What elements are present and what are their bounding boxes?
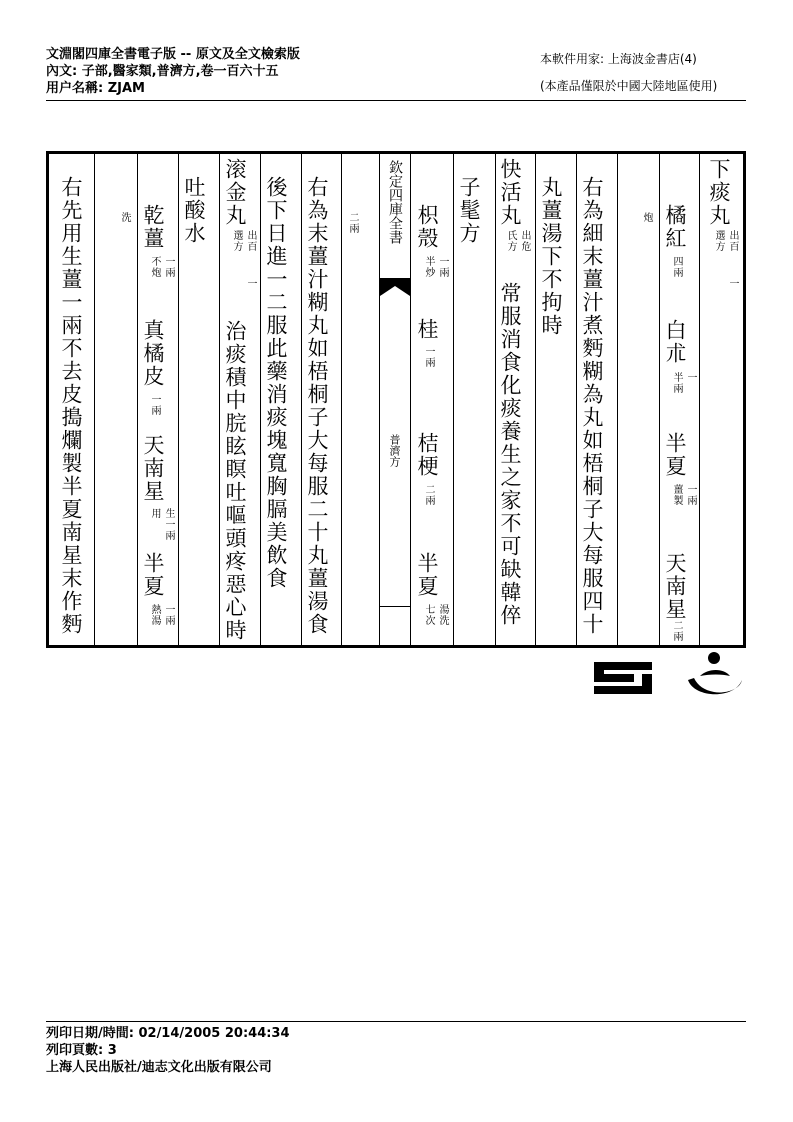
fish-tail-mark-icon: [380, 278, 410, 296]
note: 出百: [727, 230, 738, 252]
column-line: [301, 154, 302, 645]
header-title: 文淵閣四庫全書電子版 -- 原文及全文檢索版: [46, 47, 300, 62]
note: 一兩: [149, 394, 160, 416]
column-line: [137, 154, 138, 645]
column-line: [495, 154, 496, 645]
text-column: 右先用生薑一兩不去皮搗爛製半夏南星末作麪: [59, 176, 83, 636]
column-line: [219, 154, 220, 645]
header-licensee: 本軟件用家: 上海波金書店(4): [540, 52, 697, 66]
note: 選方: [713, 230, 724, 252]
book-page-frame: [46, 151, 746, 648]
header-left: [46, 46, 300, 97]
publisher-logo-icon: [592, 650, 656, 698]
footer: [46, 1025, 290, 1076]
header-right: [540, 46, 717, 100]
note: 一兩: [685, 484, 696, 506]
note: 湯洗: [437, 604, 448, 626]
ingredient: 白朮: [663, 319, 687, 365]
column-line: [341, 154, 342, 645]
note: 一兩: [437, 256, 448, 278]
note: 洗: [119, 212, 130, 223]
recipe-title-xiatan: 下痰丸: [707, 158, 731, 227]
text-column: 常服消食化痰養生之家不可缺韓倅: [498, 282, 522, 627]
note: 二兩: [423, 484, 434, 506]
ingredient: 桂: [415, 318, 439, 341]
column-line: [178, 154, 179, 645]
note: 一: [685, 372, 696, 383]
column-line: [659, 154, 660, 645]
note: 氏方: [505, 230, 516, 252]
print-datetime: 列印日期/時間: 02/14/2005 20:44:34: [46, 1026, 290, 1041]
note: 出危: [519, 230, 530, 252]
strip-rule: [380, 606, 410, 607]
ingredient: 半夏: [415, 552, 439, 598]
column-line: [260, 154, 261, 645]
footer-rule: [46, 1021, 746, 1022]
ingredient: 真橘皮: [141, 319, 165, 388]
column-line: [535, 154, 536, 645]
ingredient: 桔梗: [415, 432, 439, 478]
note: 二兩: [347, 212, 358, 234]
note: 用: [149, 508, 160, 519]
recipe-title-kuaihuo: 快活丸: [498, 158, 522, 227]
dizhi-logo-icon: [684, 650, 746, 702]
note: 一兩: [423, 346, 434, 368]
text-column: 治痰積中脘眩瞑吐嘔頭疼惡心時: [223, 320, 247, 642]
ingredient: 半夏: [663, 432, 687, 478]
center-strip: [379, 154, 411, 645]
note: 炮: [641, 212, 652, 223]
note: 半兩: [671, 372, 682, 394]
text-column: 吐酸水: [182, 176, 206, 245]
strip-volume-title: 普濟方: [388, 434, 401, 467]
note: 生一兩: [163, 508, 174, 541]
column-line: [617, 154, 618, 645]
column-line: [699, 154, 700, 645]
note: 半炒: [423, 256, 434, 278]
recipe-title-gunjin: 滚金丸: [223, 158, 247, 227]
strip-book-title: 欽定四庫全書: [387, 160, 403, 244]
header-username: 用户名稱: ZJAM: [46, 81, 145, 96]
column-line: [453, 154, 454, 645]
note: 薑製: [671, 484, 682, 506]
ingredient: 乾薑: [141, 204, 165, 250]
note: 四兩: [671, 256, 682, 278]
note: 一: [727, 278, 738, 289]
text-column: 丸薑湯下不拘時: [539, 176, 563, 337]
note: 選方: [231, 230, 242, 252]
text-column: 子髦方: [457, 176, 481, 245]
note: 不炮: [149, 256, 160, 278]
text-column: 後下日進一二服此藥消痰塊寬胸膈美飲食: [264, 176, 288, 590]
column-line: [94, 154, 95, 645]
ingredient: 橘紅: [663, 204, 687, 250]
note: 一兩: [163, 256, 174, 278]
note: 熱湯: [149, 604, 160, 626]
publisher-credit: 上海人民出版社/迪志文化出版有限公司: [46, 1060, 272, 1075]
header-license-note: (本產品僅限於中國大陸地區使用): [540, 79, 718, 93]
ingredient: 天南星: [663, 552, 687, 621]
print-page-count: 列印頁數: 3: [46, 1043, 117, 1058]
header-rule: [46, 100, 746, 101]
column-line: [576, 154, 577, 645]
ingredient: 枳殼: [415, 204, 439, 250]
header-content-path: 內文: 子部,醫家類,普濟方,卷一百六十五: [46, 64, 279, 79]
text-column: 右為細末薑汁煮麪糊為丸如梧桐子大每服四十: [580, 176, 604, 636]
ingredient: 天南星: [141, 434, 165, 503]
text-column: 右為末薑汁糊丸如梧桐子大每服二十丸薑湯食: [305, 176, 329, 636]
note: 二兩: [671, 620, 682, 642]
note: 出百: [245, 230, 256, 252]
note: 七次: [423, 604, 434, 626]
ingredient: 半夏: [141, 552, 165, 598]
note: 一兩: [163, 604, 174, 626]
note: 一: [245, 278, 256, 289]
